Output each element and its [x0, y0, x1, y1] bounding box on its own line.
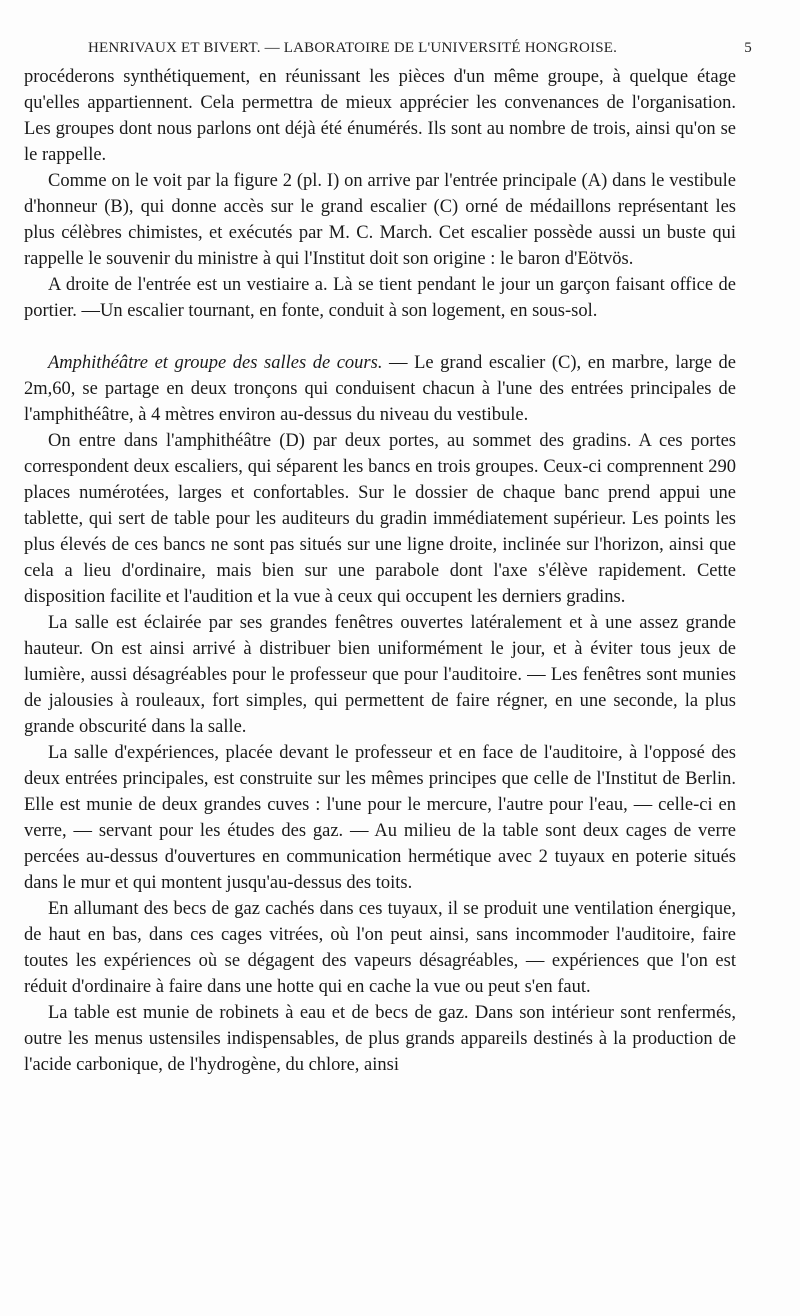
paragraph: procéderons synthétiquement, en réunissant les pièces d'un même groupe, à quelque étage qu'elles appartiennent. Cela permettra de mieux apprécier les convenances de l'organisation. Les groupes dont nous parlons ont déjà été énumérés. Ils sont au nombre de trois, ainsi qu'on se le rappelle. — [24, 67, 736, 165]
section-lead-text: — Le grand escalier (C), en marbre, large de 2m,60, se partage en deux tronçons qui conduisent chacun à l'une des entrées principales de l'amphithéâtre, à 4 mètres environ au-dessus du niveau du vestibule. — [24, 353, 736, 425]
section-title: Amphithéâtre et groupe des salles de cours. — [48, 353, 383, 373]
section-lead-paragraph — [24, 350, 736, 428]
paragraph: La table est munie de robinets à eau et de becs de gaz. Dans son intérieur sont renfermés, outre les menus ustensiles indispensables, de plus grands appareils destinés à la production de l'acide carbonique, de l'hydrogène, du chlore, ainsi — [24, 1003, 736, 1075]
running-header — [40, 40, 760, 60]
page-number: 5 — [744, 40, 752, 56]
paragraph: Comme on le voit par la figure 2 (pl. I) on arrive par l'entrée principale (A) dans le vestibule d'honneur (B), qui donne accès sur le grand escalier (C) orné de médaillons représentant les plus célèbres chimistes, et exécutés par M. C. March. Cet escalier possède aussi un buste qui rappelle le souvenir du ministre à qui l'Institut doit son origine : le baron d'Eötvös. — [24, 171, 736, 269]
body-text — [24, 64, 736, 1078]
paragraph: On entre dans l'amphithéâtre (D) par deux portes, au sommet des gradins. A ces portes correspondent deux escaliers, qui séparent les bancs en trois groupes. Ceux-ci comprennent 290 places numérotées, larges et confortables. Sur le dossier de chaque banc prend appui une tablette, qui sert de table pour les auditeurs du gradin immédiatement supérieur. Les points les plus élevés de ces bancs ne sont pas situés sur une ligne droite, inclinée sur l'horizon, ainsi que cela a lieu d'ordinaire, mais bien sur une parabole dont l'axe s'élève rapidement. Cette disposition facilite et l'audition et la vue à ceux qui occupent les derniers gradins. — [24, 431, 736, 607]
paragraph: En allumant des becs de gaz cachés dans ces tuyaux, il se produit une ventilation énergique, de haut en bas, dans ces cages vitrées, où l'on peut ainsi, sans incommoder l'auditoire, faire toutes les expériences où se dégagent des vapeurs désagréables, — expériences que l'on est réduit d'ordinaire à faire dans une hotte qui en cache la vue ou peut s'en faut. — [24, 899, 736, 997]
running-title: HENRIVAUX ET BIVERT. — LABORATOIRE DE L'UNIVERSITÉ HONGROISE. — [88, 40, 618, 56]
paragraph: La salle est éclairée par ses grandes fenêtres ouvertes latéralement et à une assez grande hauteur. On est ainsi arrivé à distribuer bien uniformément le jour, et à éviter tous jeux de lumière, aussi désagréables pour le professeur que pour l'auditoire. — Les fenêtres sont munies de jalousies à rouleaux, fort simples, qui permettent de faire régner, en une seconde, la plus grande obscurité dans la salle. — [24, 613, 736, 737]
paragraph: La salle d'expériences, placée devant le professeur et en face de l'auditoire, à l'opposé des deux entrées principales, est construite sur les mêmes principes que celle de l'Institut de Berlin. Elle est munie de deux grandes cuves : l'une pour le mercure, l'autre pour l'eau, — celle-ci en verre, — servant pour les études des gaz. — Au milieu de la table sont deux cages de verre percées au-dessus d'ouvertures en communication hermétique avec 2 tuyaux en poterie situés dans le mur et qui montent jusqu'au-dessus des toits. — [24, 743, 736, 893]
paragraph: A droite de l'entrée est un vestiaire a. Là se tient pendant le jour un garçon faisant office de portier. —Un escalier tournant, en fonte, conduit à son logement, en sous-sol. — [24, 275, 736, 321]
